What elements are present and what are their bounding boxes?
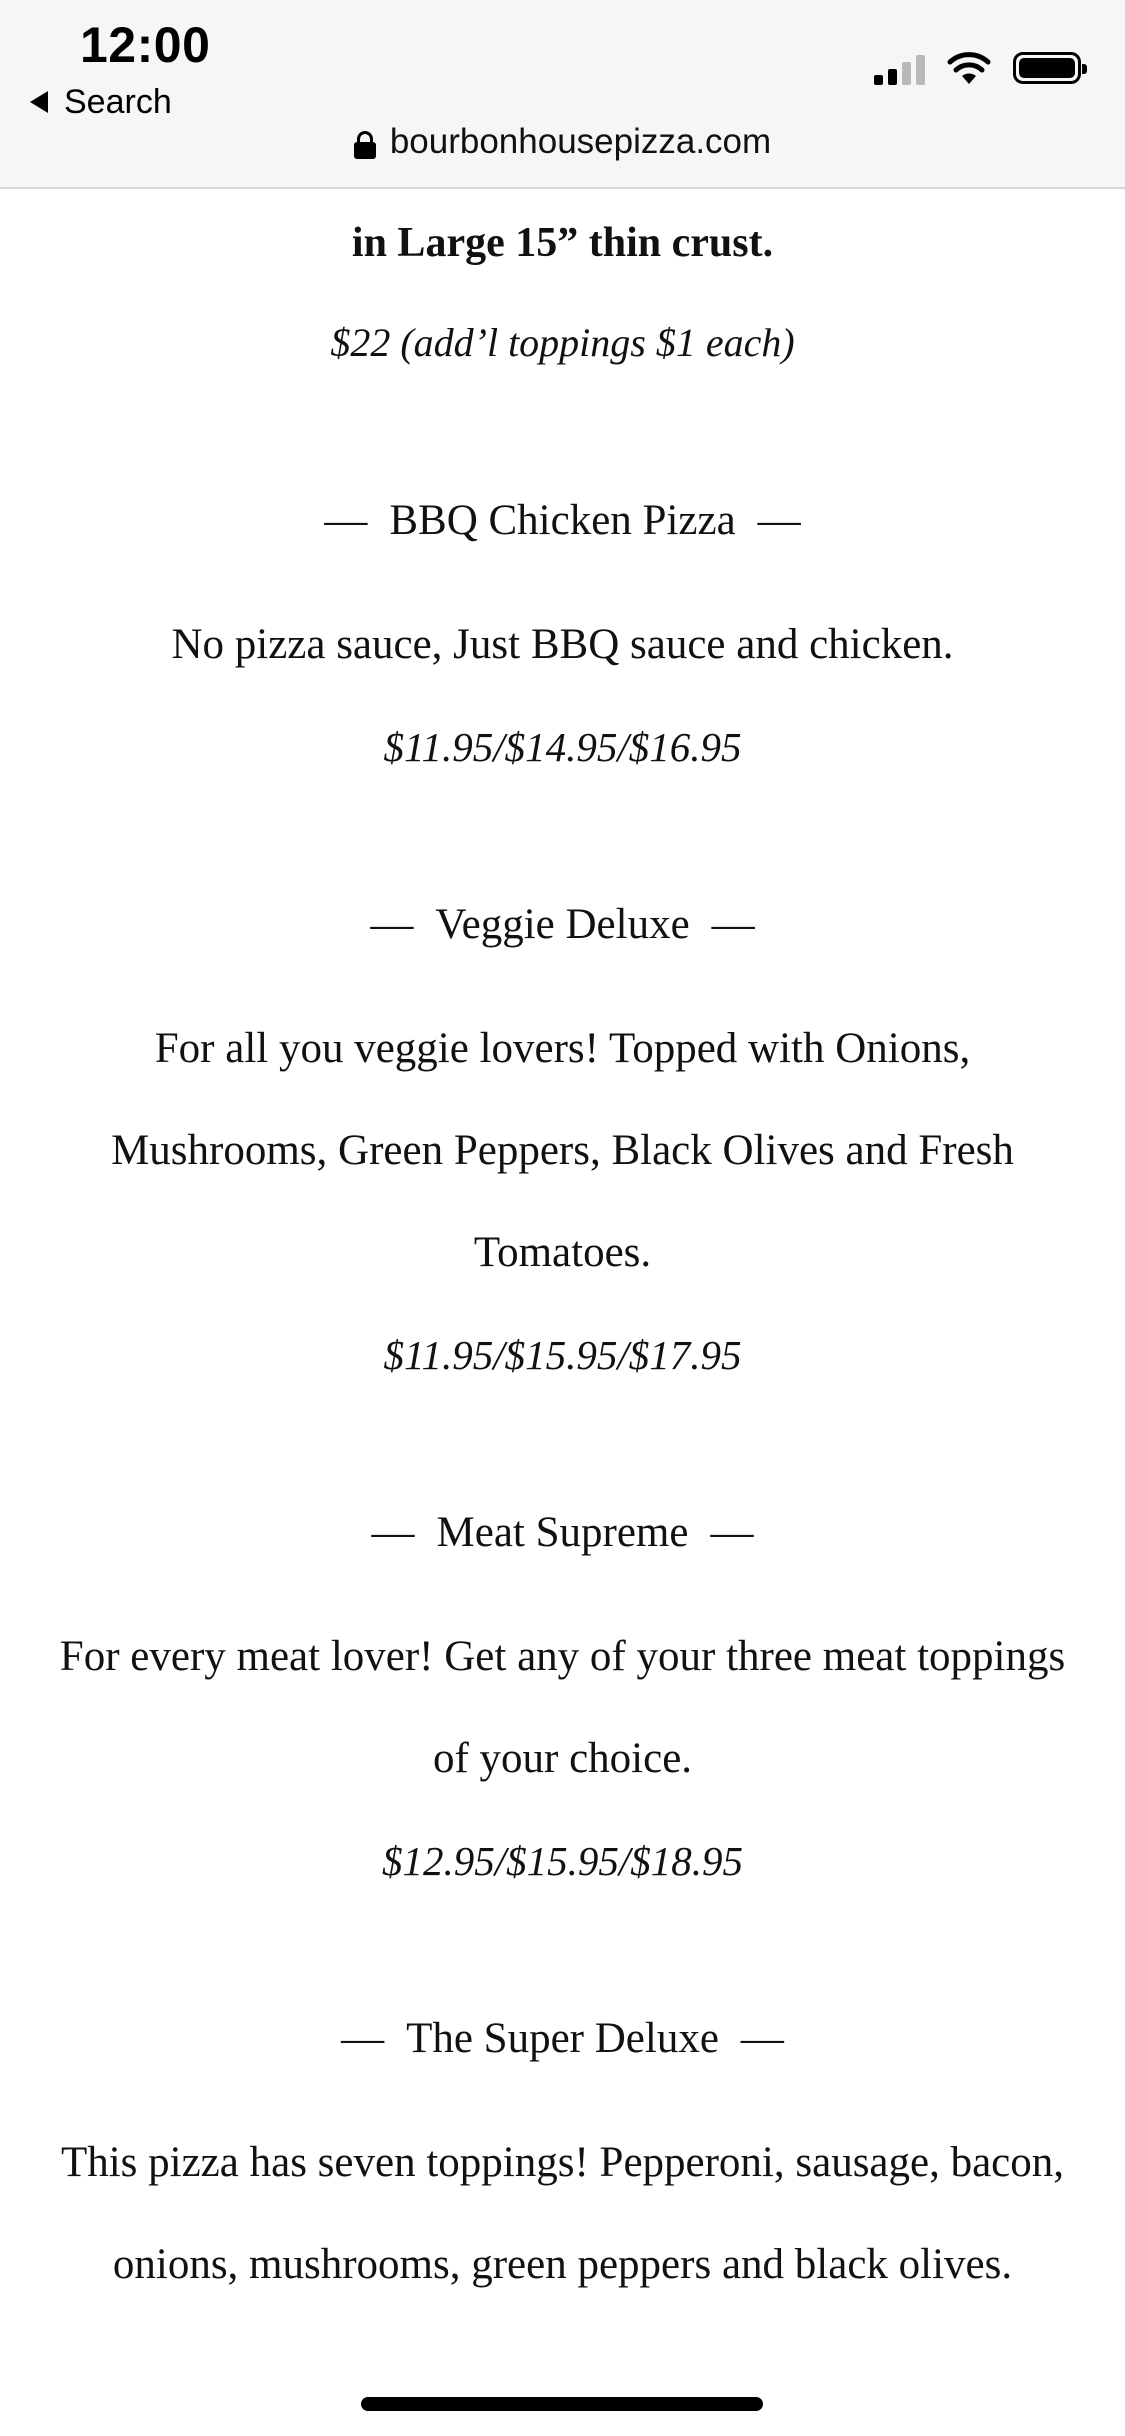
status-icons xyxy=(874,48,1081,88)
item-price: $11.95/$14.95/$16.95 xyxy=(383,724,742,770)
item-title xyxy=(0,896,1125,954)
pizza-menu xyxy=(0,190,1125,2316)
back-label: Search xyxy=(64,82,172,121)
battery-icon xyxy=(1013,52,1081,84)
item-name: BBQ Chicken Pizza xyxy=(389,497,736,544)
wifi-icon xyxy=(947,51,991,85)
url-text: bourbonhousepizza.com xyxy=(389,122,772,161)
promo-price: $22 (add’l toppings $1 each) xyxy=(330,320,795,365)
item-name: Meat Supreme xyxy=(436,1509,689,1556)
status-time: 12:00 xyxy=(80,17,211,73)
dash-left: — xyxy=(341,2015,385,2062)
dash-right: — xyxy=(740,2015,784,2062)
dash-left: — xyxy=(370,901,414,948)
item-price: $12.95/$15.95/$18.95 xyxy=(381,1838,744,1884)
dash-right: — xyxy=(757,497,801,544)
item-name: Veggie Deluxe xyxy=(435,901,690,948)
item-description: For every meat lover! Get any of your three meat toppings of your choice. xyxy=(59,1633,1066,1782)
cellular-signal-icon xyxy=(874,51,925,85)
lock-icon xyxy=(354,131,376,159)
item-price: $11.95/$15.95/$17.95 xyxy=(383,1332,742,1378)
back-arrow-icon xyxy=(30,91,48,113)
address-bar[interactable] xyxy=(0,116,1125,168)
menu-item-veggie-deluxe xyxy=(0,896,1125,1384)
promo-line: in Large 15” thin crust. xyxy=(351,220,774,266)
item-title xyxy=(0,492,1125,550)
dash-right: — xyxy=(710,1509,754,1556)
home-indicator[interactable] xyxy=(361,2397,763,2411)
menu-item-meat-supreme xyxy=(0,1504,1125,1890)
item-description: This pizza has seven toppings! Pepperoni, sausage, bacon, onions, mushrooms, green peppers and black olives. xyxy=(60,2139,1065,2288)
item-description: No pizza sauce, Just BBQ sauce and chicken. xyxy=(171,621,954,668)
dash-left: — xyxy=(324,497,368,544)
item-title xyxy=(0,1504,1125,1562)
item-name: The Super Deluxe xyxy=(406,2015,719,2062)
menu-item-bbq-chicken xyxy=(0,492,1125,776)
menu-item-super-deluxe xyxy=(0,2010,1125,2316)
item-title xyxy=(0,2010,1125,2068)
browser-chrome xyxy=(0,0,1125,189)
dash-right: — xyxy=(711,901,755,948)
dash-left: — xyxy=(371,1509,415,1556)
item-description: For all you veggie lovers! Topped with Onions, Mushrooms, Green Peppers, Black Olives and Fresh Tomatoes. xyxy=(111,1025,1014,1276)
